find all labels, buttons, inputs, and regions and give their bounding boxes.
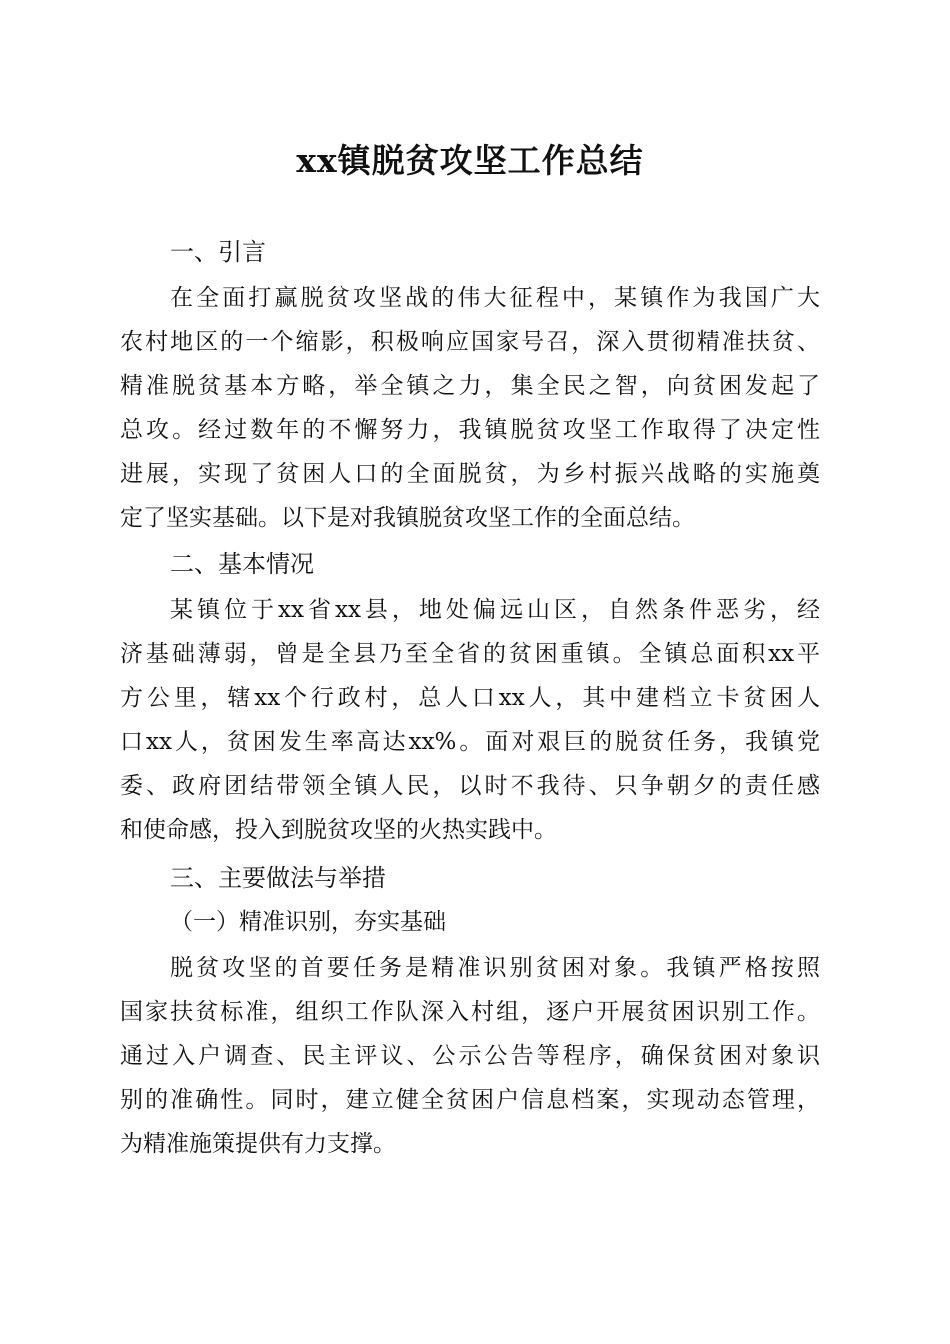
section-heading-introduction: 一、引言 <box>170 238 266 266</box>
paragraph-line: 口xx人，贫困发生率高达xx%。面对艰巨的脱贫任务，我镇党 <box>120 729 820 755</box>
paragraph-line: 定了坚实基础。以下是对我镇脱贫攻坚工作的全面总结。 <box>120 505 695 531</box>
paragraph-line: 为精准施策提供有力支撑。 <box>120 1131 396 1157</box>
paragraph-line: 方公里，辖xx个行政村，总人口xx人，其中建档立卡贫困人 <box>120 685 820 711</box>
paragraph-line: 通过入户调查、民主评议、公示公告等程序，确保贫困对象识 <box>120 1043 820 1069</box>
paragraph-line: 农村地区的一个缩影，积极响应国家号召，深入贯彻精准扶贫、 <box>120 329 820 355</box>
document-title: xx镇脱贫攻坚工作总结 <box>296 141 644 180</box>
paragraph-line: 精准脱贫基本方略，举全镇之力，集全民之智，向贫困发起了 <box>120 373 820 399</box>
paragraph-line: 国家扶贫标准，组织工作队深入村组，逐户开展贫困识别工作。 <box>120 999 820 1025</box>
paragraph-line: 进展，实现了贫困人口的全面脱贫，为乡村振兴战略的实施奠 <box>120 461 820 487</box>
paragraph-line: 和使命感，投入到脱贫攻坚的火热实践中。 <box>120 817 557 843</box>
section-heading-main-measures: 三、主要做法与举措 <box>170 864 386 892</box>
paragraph-line: 别的准确性。同时，建立健全贫困户信息档案，实现动态管理， <box>120 1087 820 1113</box>
paragraph-line: 总攻。经过数年的不懈努力，我镇脱贫攻坚工作取得了决定性 <box>120 417 820 443</box>
subsection-heading-precise-identification: （一）精准识别，夯实基础 <box>170 909 446 935</box>
paragraph-line: 在全面打赢脱贫攻坚战的伟大征程中，某镇作为我国广大 <box>170 285 820 311</box>
paragraph-line: 委、政府团结带领全镇人民，以时不我待、只争朝夕的责任感 <box>120 773 820 799</box>
section-heading-basic-situation: 二、基本情况 <box>170 550 314 578</box>
paragraph-line: 某镇位于xx省xx县，地处偏远山区，自然条件恶劣，经 <box>170 597 820 623</box>
paragraph-line: 脱贫攻坚的首要任务是精准识别贫困对象。我镇严格按照 <box>170 955 820 981</box>
paragraph-line: 济基础薄弱，曾是全县乃至全省的贫困重镇。全镇总面积xx平 <box>120 641 820 667</box>
